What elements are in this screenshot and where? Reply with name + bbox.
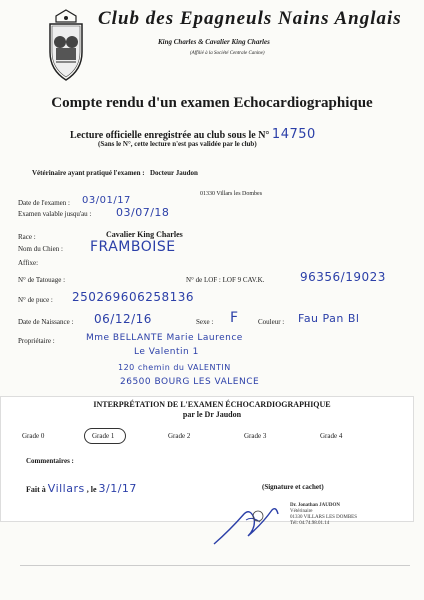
vet-label: Vétérinaire ayant pratiqué l'examen : — [32, 169, 145, 177]
signature-label: (Signature et cachet) — [262, 483, 324, 491]
stamp-line: Vétérinaire — [290, 509, 313, 514]
stamp-line: 01330 VILLARS LES DOMBES — [290, 515, 357, 520]
owner-line: Le Valentin 1 — [134, 347, 199, 357]
club-crest-icon — [42, 8, 90, 82]
chip-value: 250269606258136 — [72, 290, 195, 304]
grade-2: Grade 2 — [168, 432, 191, 440]
color-value: Fau Pan Bl — [298, 312, 360, 325]
handwritten-signature — [210, 500, 290, 550]
sex-label: Sexe : — [196, 318, 214, 326]
vet-stamp — [290, 503, 357, 527]
club-name: Club des Epagneuls Nains Anglais — [98, 8, 402, 29]
validity-label: Examen valable jusqu'au : — [18, 210, 92, 218]
owner-line: 26500 BOURG LES VALENCE — [120, 377, 260, 387]
exam-date-label: Date de l'examen : — [18, 199, 70, 207]
interpretation-heading — [0, 400, 424, 420]
club-affiliation: (Affilié à la Société Centrale Canine) — [190, 51, 265, 56]
owner-line: 120 chemin du VALENTIN — [118, 363, 231, 372]
birth-label: Date de Naissance : — [18, 318, 74, 326]
sex-value: F — [230, 310, 239, 326]
stamp-line: Tél: 04.74.98.01.14 — [290, 521, 330, 526]
place-value: Villars — [47, 482, 85, 495]
stamp-name: Dr. Jonathan JAUDON — [290, 503, 340, 508]
document-title: Compte rendu d'un examen Echocardiographique — [51, 95, 373, 111]
tattoo-label: N° de Tatouage : — [18, 276, 66, 284]
race-label: Race : — [18, 233, 36, 241]
validity-value: 03/07/18 — [116, 206, 170, 219]
club-subtitle: King Charles & Cavalier King Charles — [158, 38, 270, 46]
dog-name-value: FRAMBOISE — [90, 239, 176, 255]
signature-scribble — [210, 500, 290, 550]
grade-4: Grade 4 — [320, 432, 343, 440]
color-label: Couleur : — [258, 318, 285, 326]
birth-value: 06/12/16 — [94, 312, 152, 326]
grade-1: Grade 1 — [92, 432, 115, 440]
chip-label: N° de puce : — [18, 296, 53, 304]
vet-name: Docteur Jaudon — [150, 169, 198, 177]
interpretation-by: par le Dr Jaudon — [182, 410, 242, 419]
lecture-label: Lecture officielle enregistrée au club sous le N° — [70, 130, 270, 141]
club-logo — [42, 8, 90, 82]
comments-label: Commentaires : — [26, 457, 74, 465]
done-at-line — [26, 482, 137, 495]
vet-address: 01330 Villars les Dombes — [200, 191, 263, 197]
exam-date-value: 03/01/17 — [82, 195, 131, 206]
affix-label: Affixe: — [18, 259, 39, 267]
lof-value: 96356/19023 — [300, 270, 386, 284]
lecture-note: (Sans le N°, cette lecture n'est pas validée par le club) — [98, 140, 257, 148]
done-at-label: Fait à — [26, 485, 46, 494]
owner-label: Propriétaire : — [18, 337, 55, 345]
lof-label: N° de LOF : LOF 9 CAV.K. — [186, 276, 265, 284]
on-label: , le — [86, 485, 97, 494]
footer-divider — [20, 565, 410, 566]
interpretation-title: INTERPRÉTATION DE L'EXAMEN ÉCHOCARDIOGRAPHIQUE — [93, 400, 331, 409]
grade-3: Grade 3 — [244, 432, 267, 440]
dog-name-label: Nom du Chien : — [18, 245, 63, 253]
owner-line: Mme BELLANTE Marie Laurence — [86, 333, 243, 343]
signature-date: 3/1/17 — [98, 482, 137, 495]
lecture-number: 14750 — [271, 127, 316, 142]
grade-0: Grade 0 — [22, 432, 45, 440]
race-value: Cavalier King Charles — [106, 230, 183, 239]
